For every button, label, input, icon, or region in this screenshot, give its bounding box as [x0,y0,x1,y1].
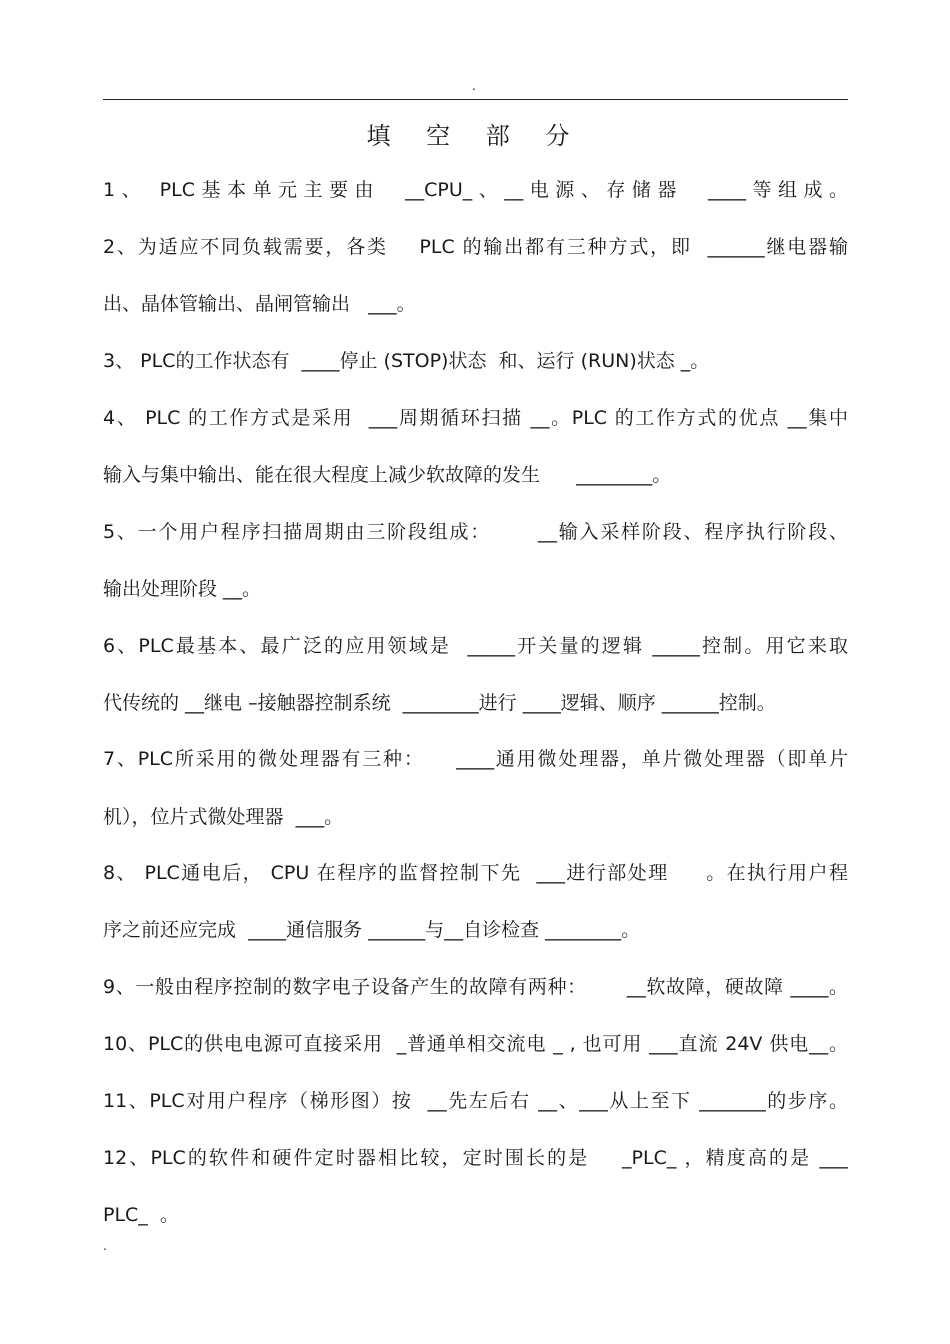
question-5-line-1: 5、一个用户程序扫描周期由三阶段组成： __输入采样阶段、程序执行阶段、 [103,521,848,543]
question-5-line-2: 输出处理阶段 __。 [103,578,262,600]
question-7-line-2: 机），位片式微处理器 ___。 [103,806,344,828]
question-12-line-1: 12、PLC的软件和硬件定时器相比较，定时围长的是 _PLC_ ，精度高的是 ___ [103,1147,848,1169]
header-rule [103,99,848,100]
question-10-line: 10、PLC的供电电源可直接采用 _普通单相交流电 _ , 也可用 ___直流 24V 供电__。 [103,1033,848,1055]
question-8-line-1: 8、 PLC通电后， CPU 在程序的监督控制下先 ___进行部处理 。在执行用户程 [103,862,848,884]
question-2-line-2: 出、晶体管输出、晶闸管输出 ___。 [103,293,416,315]
question-2-line-1: 2、为适应不同负载需要，各类 PLC 的输出都有三种方式，即 ______继电器输 [103,236,848,258]
question-12-line-2: PLC_ 。 [103,1204,179,1226]
page-title: 填 空 部 分 [366,122,584,150]
question-1-line: 1、 PLC基本单元主要由 __CPU_、__电源、存储器 ____等组成。 [103,179,848,201]
question-6-line-2: 代传统的 __继电 –接触器控制系统 ________进行 ____逻辑、顺序 ______控制。 [103,692,776,714]
question-11-line: 11、PLC对用户程序（梯形图）按 __先左后右 __、___从上至下 _______的步序。 [103,1090,848,1112]
question-4-line-1: 4、 PLC 的工作方式是采用 ___周期循环扫描 __。PLC 的工作方式的优点 __集中 [103,407,848,429]
question-8-line-2: 序之前还应完成 ____通信服务 ______与__自诊检查 ________。 [103,919,641,941]
question-9-line: 9、一般由程序控制的数字电子设备产生的故障有两种： __软故障，硬故障 ____。 [103,976,848,998]
question-6-line-1: 6、PLC最基本、最广泛的应用领域是 _____开关量的逻辑 _____控制。用它来取 [103,635,848,657]
question-3-line: 3、 PLC的工作状态有 ____停止 (STOP)状态 和、运行 (RUN)状态 _。 [103,350,710,372]
question-4-line-2: 输入与集中输出、能在很大程度上减少软故障的发生 ________。 [103,464,672,486]
question-7-line-1: 7、PLC所采用的微处理器有三种： ____通用微处理器，单片微处理器（即单片 [103,748,848,770]
footer-dot: . [103,1239,107,1253]
header-dot: . [472,79,476,93]
